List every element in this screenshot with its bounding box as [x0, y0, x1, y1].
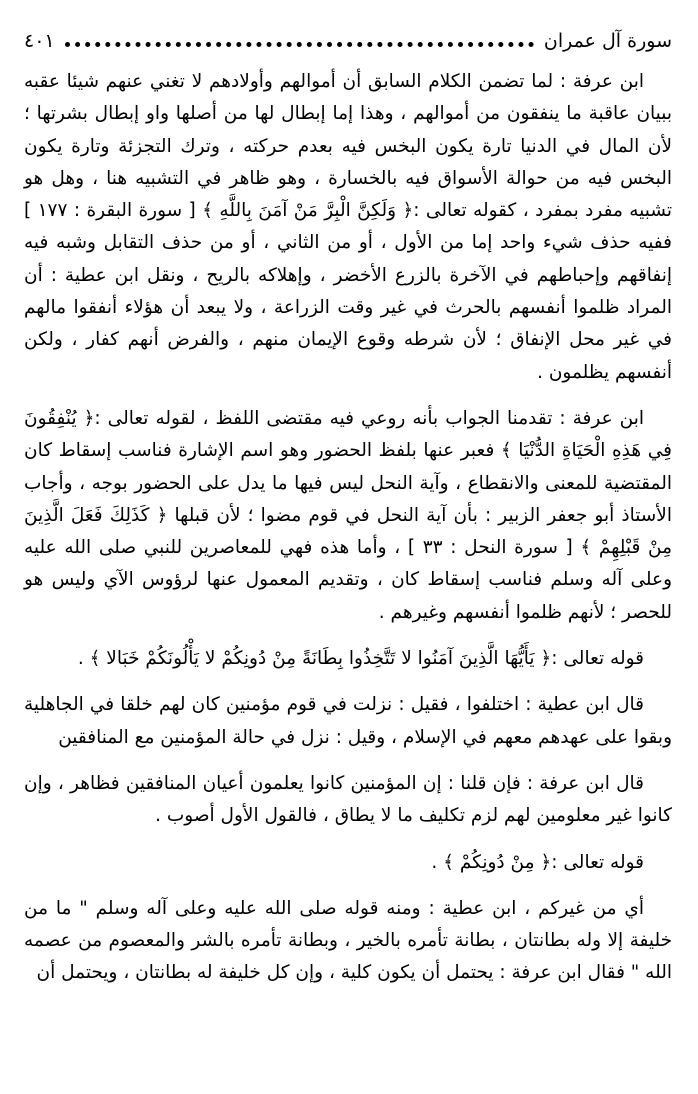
page-body — [24, 66, 672, 990]
paragraph-ibn-arafa-hypocrites: قال ابن عرفة : فإن قلنا : إن المؤمنين كانوا يعلمون أعيان المنافقين فظاهر ، وإن كانوا غير معلومين لهم لزم تكليف ما لا يطاق ، فالقول الأول أصوب . — [24, 772, 672, 827]
paragraph-ibn-arafa-spending: ابن عرفة : لما تضمن الكلام السابق أن أموالهم وأولادهم لا تغني عنهم شيئا عقبه ببيان عاقبة ما ينفقون من أموالهم ، وهذا إما إبطال لها من أصلها واو إبطال بشرتها ؛ لأن المال في الدنيا تارة يكون البخس فيه بعدم حركته ، وترك التجزئة وتارة يكون البخس فيه من حوالة الأسواق فيه بالخسارة ، وهو ظاهر في التشبيه هنا ، وهل هو تشبيه مفرد بمفرد ، كقوله تعالى :﴿ وَلَكِنَّ الْبِرَّ مَنْ آمَنَ بِاللَّهِ ﴾ [ سورة البقرة : ١٧٧ ] ففيه حذف شيء واحد إما من الأول ، أو من الثاني ، أو من حذف التقابل وشبه فيه إنفاقهم وإحباطهم في الآخرة بالزرع الأخضر ، وإهلاكه بالريح ، ونقل ابن عطية : أن المراد ظلموا أنفسهم بالحرث في غير وقت الزراعة ، ولا يبعد أن هؤلاء أنفقوا مالهم في غير محل الإنفاق ؛ لأن شرطه وقوع الإيمان منهم ، والفرض أنهم كفار ، ولكن أنفسهم يظلمون . — [24, 71, 672, 383]
paragraph-ibn-atiyya-differed: قال ابن عطية : اختلفوا ، فقيل : نزلت في قوم مؤمنين كان لهم خلقا في الجاهلية وبقوا على عهدهم معهم في الإسلام ، وقيل : نزل في حالة المؤمنين مع المنافقين — [24, 694, 672, 748]
paragraph-other-than-you: أي من غيركم ، ابن عطية : ومنه قوله صلى الله عليه وعلى آله وسلم " ما من خليفة إلا وله بطانتان ، بطانة تأمره بالخير ، وبطانة تأمره بالشر والمعصوم من عصمه الله " فقال ابن عرفة : يحتمل أن يكون كلية ، وإن كل خليفة له بطانتان ، ويحتمل أن — [24, 897, 672, 984]
paragraph-ibn-arafa-answer: ابن عرفة : تقدمنا الجواب بأنه روعي فيه مقتضى اللفظ ، لقوله تعالى :﴿ يُنْفِقُونَ فِي هَذِهِ الْحَيَاةِ الدُّنْيَا ﴾ فعبر عنها بلفظ الحضور وهو اسم الإشارة فناسب إسقاط كان المقتضية للمعنى والانقطاع ، وآية النحل ليس فيها ما يدل على الحضور بوجه ، وأجاب الأستاذ أبو جعفر الزبير : بأن آية النحل في قوم مضوا ؛ لأن قبلها ﴿ كَذَلِكَ فَعَلَ الَّذِينَ مِنْ قَبْلِهِمْ ﴾ [ سورة النحل : ٣٣ ] ، وأما هذه فهي للمعاصرين للنبي صلى الله عليه وعلى آله وسلم فناسب إسقاط كان ، وتقديم المعمول عنها لرؤوس الآي وليس هو للحصر ؛ لأنهم ظلموا أنفسهم وغيرهم . — [24, 407, 672, 623]
page-number: ٤٠١ — [24, 30, 55, 52]
verse-heading-bitana: قوله تعالى :﴿ يَأَيُّهَا الَّذِينَ آمَنُوا لا تَتَّخِذُوا بِطَانَةً مِنْ دُونِكُمْ لا يَأْلُونَكُمْ خَبَالا ﴾ . — [77, 648, 644, 670]
header-dotted-leader — [65, 42, 534, 47]
surah-title: سورة آل عمران — [543, 30, 672, 52]
verse-heading-min-dunikum: قوله تعالى :﴿ مِنْ دُونِكُمْ ﴾ . — [431, 851, 644, 873]
page-header — [24, 28, 672, 54]
